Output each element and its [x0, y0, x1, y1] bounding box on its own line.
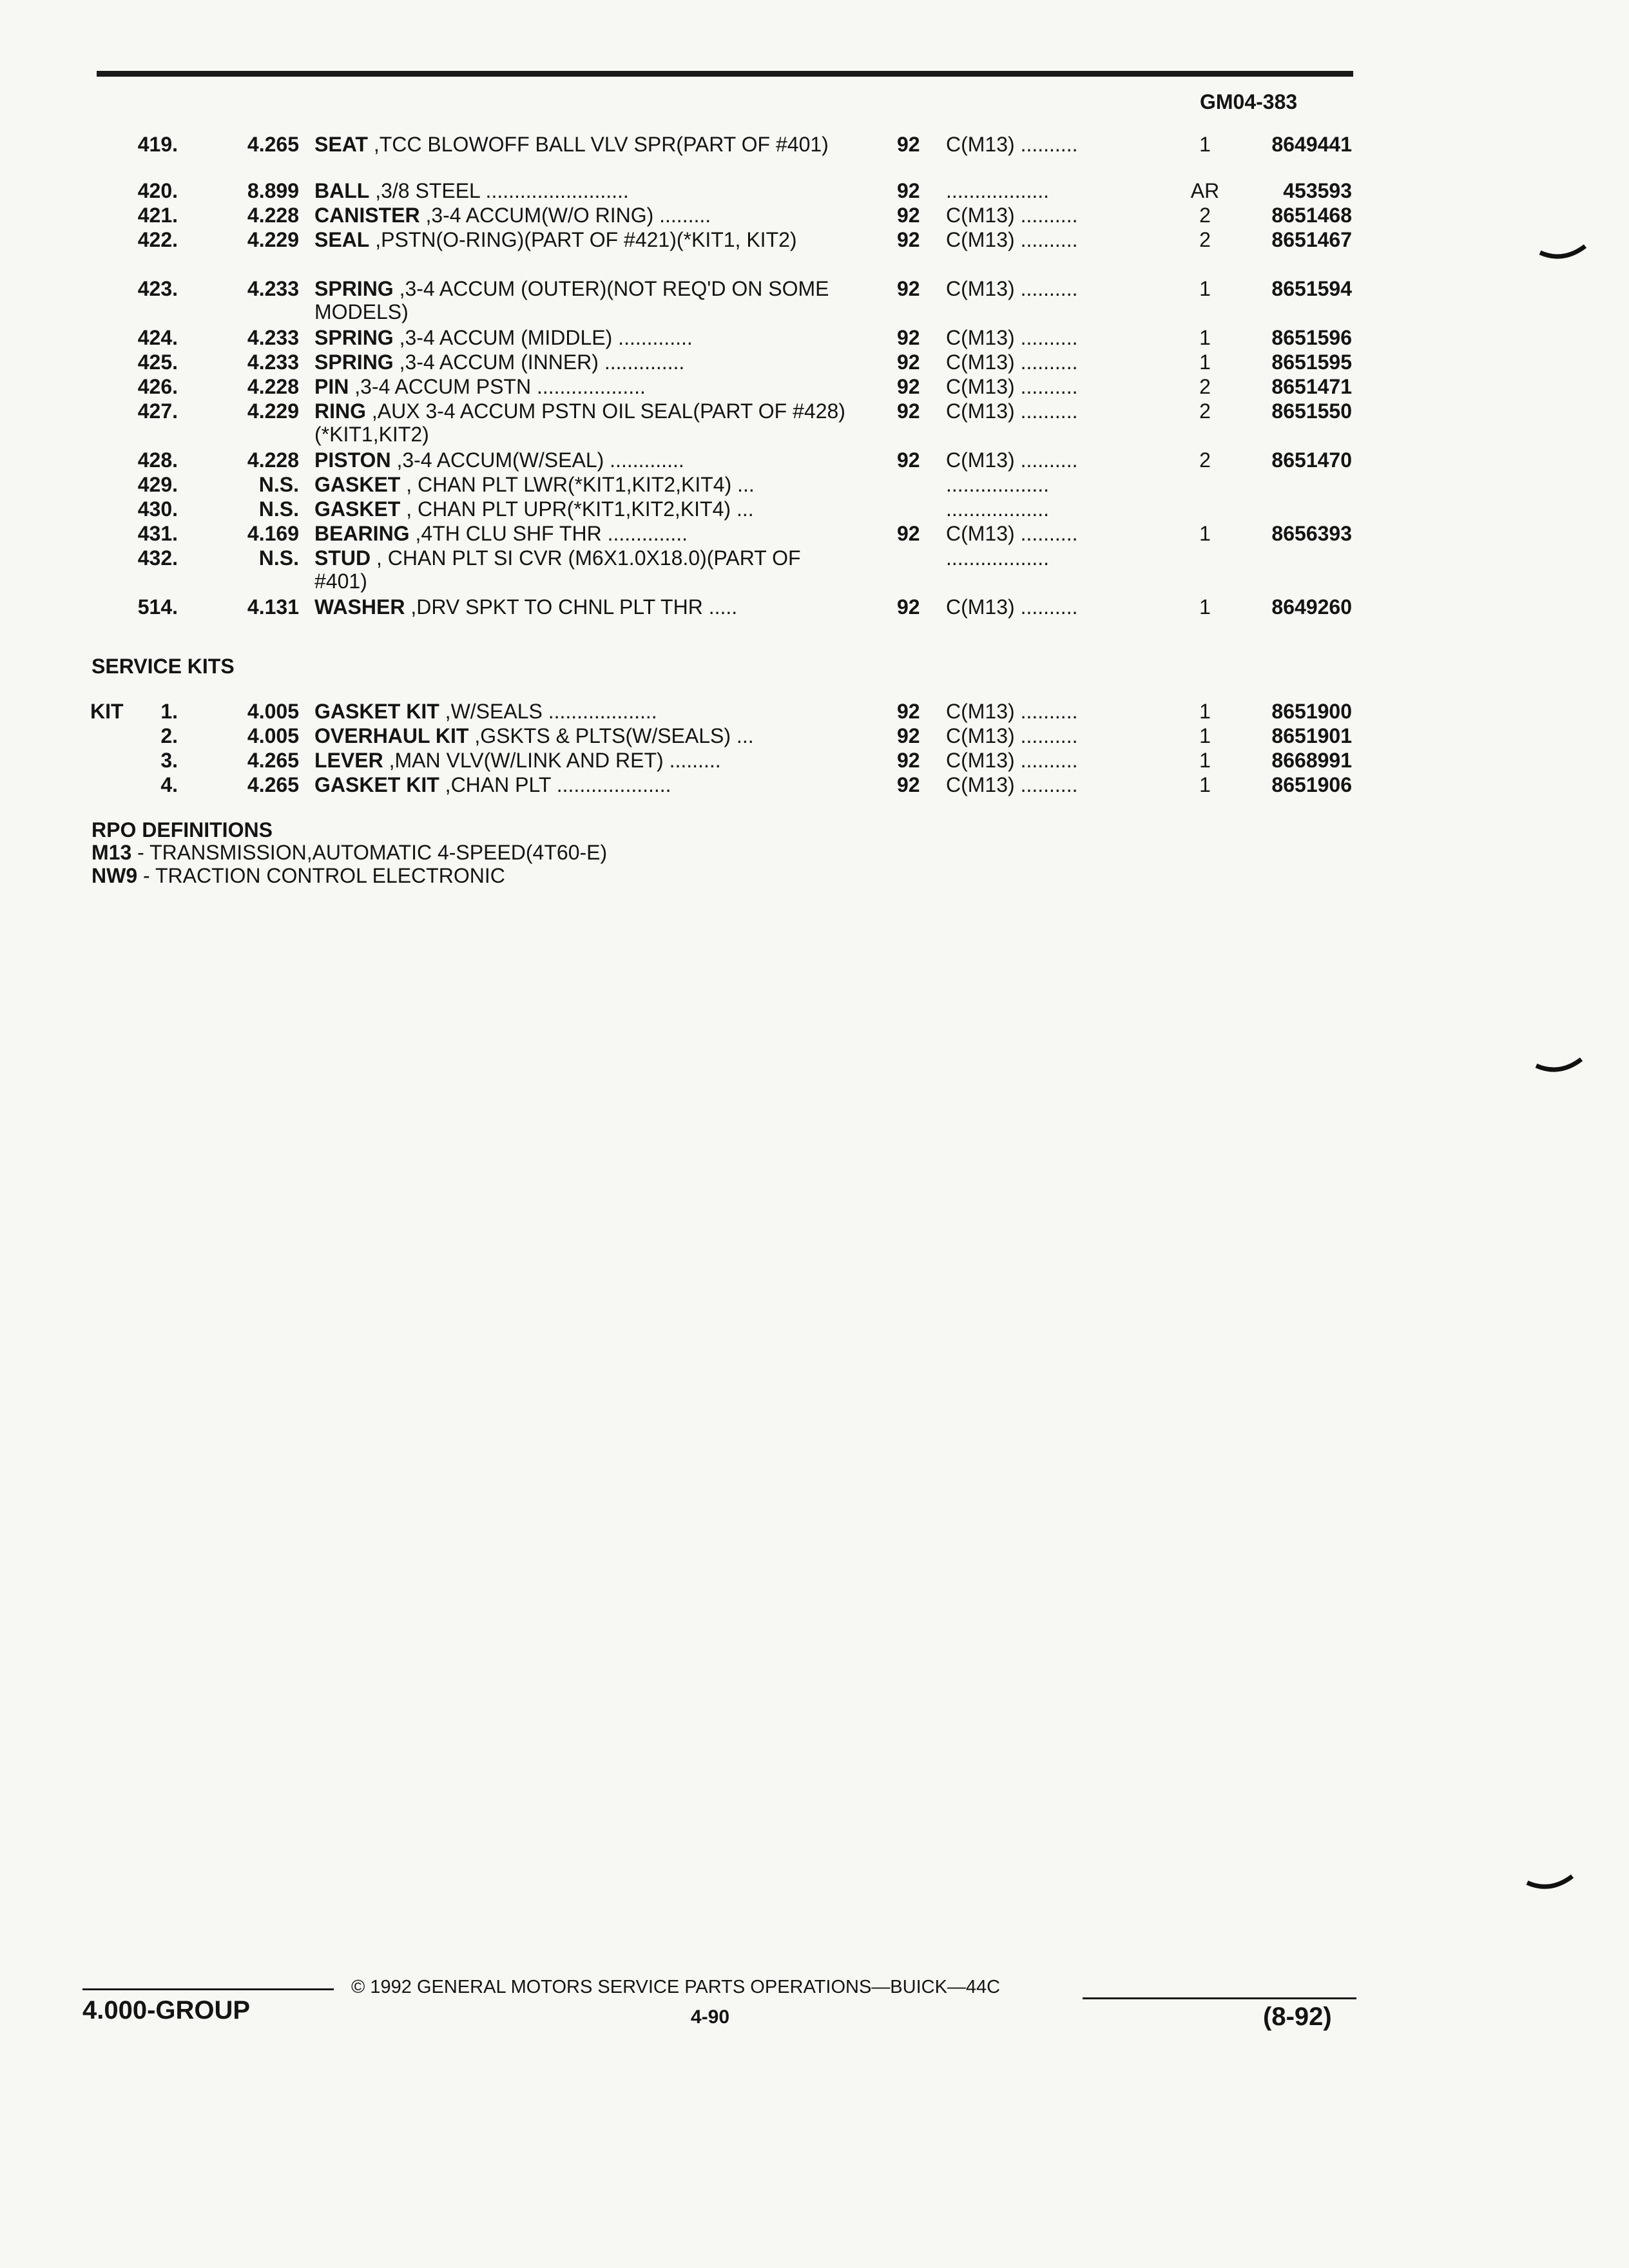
quantity: 1	[1199, 595, 1211, 619]
group-number: 4.233	[247, 326, 299, 349]
item-number: 422.	[137, 228, 178, 251]
rpo-def-m13	[92, 841, 607, 863]
usage-code: C(M13) ..........	[946, 700, 1078, 723]
item-number: 421.	[137, 204, 178, 227]
description	[314, 277, 849, 323]
item-number: 425.	[137, 351, 178, 374]
model-year: 92	[897, 351, 920, 374]
punch-mark	[1525, 1874, 1576, 1899]
usage-code: ..................	[946, 497, 1050, 521]
model-year: 92	[897, 595, 920, 619]
document-code: GM04-383	[1200, 90, 1298, 113]
description-detail: ,3-4 ACCUM PSTN ...................	[349, 375, 646, 398]
description	[314, 497, 849, 521]
description-detail: , CHAN PLT LWR(*KIT1,KIT2,KIT4) ...	[400, 473, 755, 496]
description-name: GASKET	[314, 497, 401, 521]
description	[314, 473, 849, 496]
part-row	[0, 595, 1629, 647]
item-number: 3.	[160, 749, 178, 772]
description-name: STUD	[314, 546, 371, 570]
usage-code: C(M13) ..........	[946, 595, 1078, 619]
usage-code: C(M13) ..........	[946, 749, 1078, 772]
model-year: 92	[897, 749, 920, 772]
description-detail: ,GSKTS & PLTS(W/SEALS) ...	[468, 724, 754, 747]
quantity: 1	[1199, 724, 1211, 747]
usage-code: ..................	[946, 179, 1050, 202]
quantity: 2	[1199, 204, 1211, 227]
usage-code: C(M13) ..........	[946, 326, 1078, 349]
group-number: 4.228	[247, 448, 299, 472]
kit-prefix: KIT	[90, 700, 124, 723]
group-number: 4.005	[247, 724, 299, 747]
model-year: 92	[897, 448, 920, 472]
rpo-code: NW9	[92, 864, 138, 887]
description-detail: ,CHAN PLT ....................	[439, 773, 671, 796]
quantity: AR	[1190, 179, 1220, 202]
model-year: 92	[897, 204, 920, 227]
description-detail: , CHAN PLT UPR(*KIT1,KIT2,KIT4) ...	[400, 497, 754, 521]
usage-code: C(M13) ..........	[946, 228, 1078, 251]
quantity: 1	[1199, 749, 1211, 772]
description-name: GASKET KIT	[314, 773, 439, 796]
quantity: 1	[1199, 277, 1211, 300]
group-number: 4.265	[247, 773, 299, 796]
part-number: 8651467	[1271, 228, 1352, 251]
description-name: BEARING	[314, 522, 410, 545]
part-number: 8668991	[1271, 749, 1352, 772]
part-number: 8651906	[1271, 773, 1352, 796]
rpo-text: - TRACTION CONTROL ELECTRONIC	[137, 864, 505, 887]
model-year: 92	[897, 326, 920, 349]
item-number: 2.	[160, 724, 178, 747]
group-number: 4.233	[247, 277, 299, 300]
description	[314, 546, 849, 593]
part-number: 8651594	[1271, 277, 1352, 300]
rpo-code: M13	[92, 841, 132, 864]
part-row	[0, 277, 1629, 329]
usage-code: C(M13) ..........	[946, 133, 1078, 156]
description	[314, 749, 849, 772]
part-row	[0, 228, 1629, 280]
part-number: 8649260	[1271, 595, 1352, 619]
description	[314, 375, 849, 398]
usage-code: C(M13) ..........	[946, 375, 1078, 398]
description-name: PISTON	[314, 448, 391, 472]
usage-code: C(M13) ..........	[946, 351, 1078, 374]
item-number: 430.	[137, 497, 178, 521]
item-number: 429.	[137, 473, 178, 496]
quantity: 1	[1199, 773, 1211, 796]
part-number: 8651470	[1271, 448, 1352, 472]
punch-mark	[1537, 244, 1589, 269]
model-year: 92	[897, 522, 920, 545]
footer-rule-left	[82, 1988, 334, 1990]
description	[314, 724, 849, 747]
quantity: 1	[1199, 351, 1211, 374]
description	[314, 399, 849, 446]
revision-date: (8-92)	[1263, 2003, 1332, 2031]
description-name: OVERHAUL KIT	[314, 724, 469, 747]
part-number: 8651596	[1271, 326, 1352, 349]
group-number: N.S.	[258, 473, 299, 496]
usage-code: C(M13) ..........	[946, 773, 1078, 796]
description-detail: ,3-4 ACCUM (MIDDLE) .............	[393, 326, 693, 349]
part-number: 8651900	[1271, 700, 1352, 723]
description-name: LEVER	[314, 749, 383, 772]
group-number: 4.228	[247, 204, 299, 227]
description-name: RING	[314, 399, 366, 423]
description	[314, 773, 849, 796]
item-number: 424.	[137, 326, 178, 349]
description	[314, 133, 849, 156]
item-number: 4.	[160, 773, 178, 796]
quantity: 2	[1199, 375, 1211, 398]
group-number: 4.228	[247, 375, 299, 398]
part-number: 8651550	[1271, 399, 1352, 423]
description	[314, 326, 849, 349]
description-detail: ,TCC BLOWOFF BALL VLV SPR(PART OF #401)	[367, 133, 829, 156]
punch-mark	[1534, 1057, 1585, 1082]
part-number: 453593	[1283, 179, 1352, 202]
quantity: 1	[1199, 326, 1211, 349]
rpo-title: RPO DEFINITIONS	[92, 818, 273, 841]
description-name: WASHER	[314, 595, 405, 619]
model-year: 92	[897, 277, 920, 300]
description-name: SPRING	[314, 326, 394, 349]
description-detail: ,3-4 ACCUM(W/SEAL) .............	[390, 448, 684, 472]
item-number: 1.	[160, 700, 178, 723]
group-number: 8.899	[247, 179, 299, 202]
model-year: 92	[897, 399, 920, 423]
description	[314, 595, 849, 619]
usage-code: C(M13) ..........	[946, 277, 1078, 300]
item-number: 420.	[137, 179, 178, 202]
part-row	[0, 546, 1629, 598]
group-number: 4.233	[247, 351, 299, 374]
description-name: PIN	[314, 375, 349, 398]
page-number: 4-90	[691, 2006, 730, 2028]
part-number: 8649441	[1271, 133, 1352, 156]
group-number: 4.005	[247, 700, 299, 723]
part-number: 8651595	[1271, 351, 1352, 374]
description-detail: ,3-4 ACCUM (INNER) ..............	[393, 351, 685, 374]
group-label: 4.000-GROUP	[82, 1996, 251, 2024]
usage-code: C(M13) ..........	[946, 522, 1078, 545]
description-name: SPRING	[314, 277, 394, 300]
description-name: GASKET	[314, 473, 401, 496]
item-number: 514.	[137, 595, 178, 619]
item-number: 426.	[137, 375, 178, 398]
group-number: 4.229	[247, 399, 299, 423]
model-year: 92	[897, 700, 920, 723]
item-number: 427.	[137, 399, 178, 423]
rpo-def-nw9	[92, 865, 505, 887]
description-detail: ,MAN VLV(W/LINK AND RET) .........	[383, 749, 721, 772]
item-number: 423.	[137, 277, 178, 300]
description-detail: ,DRV SPKT TO CHNL PLT THR .....	[405, 595, 738, 619]
item-number: 432.	[137, 546, 178, 570]
kit-row	[0, 773, 1629, 825]
description-detail: ,3-4 ACCUM(W/O RING) .........	[419, 204, 711, 227]
description-detail: ,AUX 3-4 ACCUM PSTN OIL SEAL(PART OF #428)(*KIT1,KIT2)	[314, 399, 845, 446]
item-number: 431.	[137, 522, 178, 545]
quantity: 1	[1199, 522, 1211, 545]
part-number: 8651901	[1271, 724, 1352, 747]
quantity: 2	[1199, 399, 1211, 423]
model-year: 92	[897, 133, 920, 156]
description-name: SPRING	[314, 351, 394, 374]
quantity: 1	[1199, 133, 1211, 156]
description-detail: ,3-4 ACCUM (OUTER)(NOT REQ'D ON SOME MODELS)	[314, 277, 829, 323]
footer-rule-right	[1083, 1997, 1356, 1999]
description	[314, 351, 849, 374]
part-row	[0, 133, 1629, 184]
model-year: 92	[897, 228, 920, 251]
group-number: 4.131	[247, 595, 299, 619]
description	[314, 228, 849, 251]
part-row	[0, 399, 1629, 451]
rpo-text: - TRANSMISSION,AUTOMATIC 4-SPEED(4T60-E)	[131, 841, 608, 864]
quantity: 1	[1199, 700, 1211, 723]
description	[314, 700, 849, 723]
quantity: 2	[1199, 448, 1211, 472]
usage-code: ..................	[946, 546, 1050, 570]
description	[314, 522, 849, 545]
model-year: 92	[897, 375, 920, 398]
group-number: 4.265	[247, 133, 299, 156]
model-year: 92	[897, 724, 920, 747]
description	[314, 448, 849, 472]
description-name: SEAL	[314, 228, 370, 251]
group-number: N.S.	[258, 546, 299, 570]
group-number: 4.169	[247, 522, 299, 545]
part-number: 8651471	[1271, 375, 1352, 398]
usage-code: C(M13) ..........	[946, 399, 1078, 423]
model-year: 92	[897, 179, 920, 202]
model-year: 92	[897, 773, 920, 796]
description	[314, 179, 849, 202]
description-detail: ,3/8 STEEL .........................	[369, 179, 629, 202]
copyright-notice: © 1992 GENERAL MOTORS SERVICE PARTS OPERATIONS—BUICK—44C	[351, 1977, 1001, 1997]
usage-code: ..................	[946, 473, 1050, 496]
part-number: 8656393	[1271, 522, 1352, 545]
usage-code: C(M13) ..........	[946, 724, 1078, 747]
group-number: N.S.	[258, 497, 299, 521]
group-number: 4.265	[247, 749, 299, 772]
quantity: 2	[1199, 228, 1211, 251]
top-rule	[97, 71, 1353, 77]
description-detail: ,W/SEALS ...................	[439, 700, 657, 723]
usage-code: C(M13) ..........	[946, 204, 1078, 227]
description-name: SEAT	[314, 133, 368, 156]
description-detail: ,4TH CLU SHF THR ..............	[409, 522, 688, 545]
description-detail: ,PSTN(O-RING)(PART OF #421)(*KIT1, KIT2)	[369, 228, 797, 251]
item-number: 419.	[137, 133, 178, 156]
description-name: BALL	[314, 179, 370, 202]
description-name: CANISTER	[314, 204, 420, 227]
description	[314, 204, 849, 227]
item-number: 428.	[137, 448, 178, 472]
part-number: 8651468	[1271, 204, 1352, 227]
group-number: 4.229	[247, 228, 299, 251]
description-detail: , CHAN PLT SI CVR (M6X1.0X18.0)(PART OF #401)	[314, 546, 801, 593]
usage-code: C(M13) ..........	[946, 448, 1078, 472]
service-kits-title: SERVICE KITS	[92, 655, 235, 678]
description-name: GASKET KIT	[314, 700, 439, 723]
